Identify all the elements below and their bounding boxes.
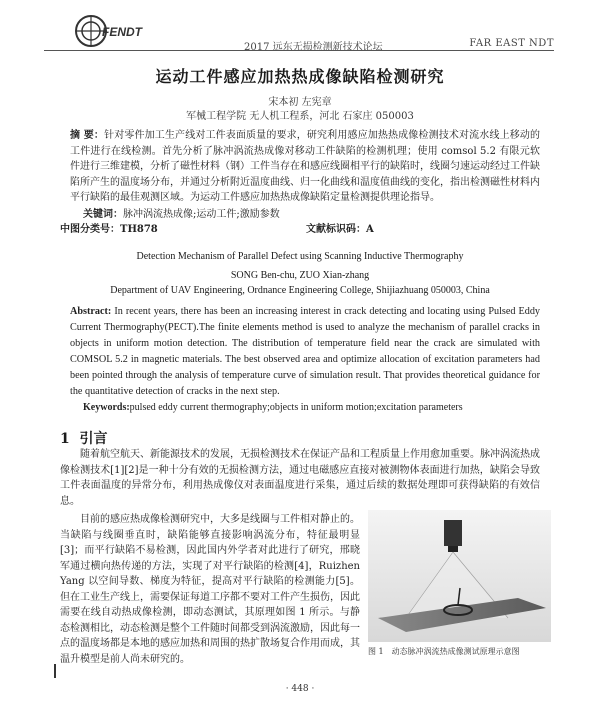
intro-paragraph-2: 目前的感应热成像检测研究中，大多是线圈与工件相对静止的。当缺陷与线圈垂直时，缺陷能够直接影响涡流分布，特征最明显[3]；而平行缺陷不易检测，因此国内外学者对此进行了研究，邢晓军通过横向热传递的方法，实现了对平行缺陷的检测[4]，Ruizhen Yang 以空间导数、梯度为特征，提高对平行缺陷的检测能力[5]。但在工业生产线上，需要保证每道工序都不要对工件产生损伤，因此需要在线自动热成像检测，即动态测试，其原理如图 1 所示。与静态检测相比，动态检测是整个工件随时间都受到涡流激励，因此每一点的温度场都是本地的感应加热和周围的热扩散场复合作用而成，其温升模型是前人尚未研究的。 [60,514,360,665]
intro-paragraph-1: 随着航空航天、新能源技术的发展，无损检测技术在保证产品和工程质量上作用愈加重要。脉冲涡流热成像检测技术[1][2]是一种十分有效的无损检测方法，通过电磁感应直接对被测物体表面进行加热，缺陷会导致工件表面温度的异常分布，利用热成像仪对表面温度进行采集，通过后续的数据处理即可获得缺陷的有效信息。 [60,449,540,507]
keywords-zh [83,207,280,223]
keywords-en-label: Keywords: [83,402,130,413]
abstract-zh-text: 针对零件加工生产线对工件表面质量的要求，研究利用感应加热热成像检测技术对流水线上移动的工件进行在线检测。首先分析了脉冲涡流热成像对移动工件缺陷的检测机理；使用 comsol 5.2 有限元软件进行三维建模，分析了磁性材料（钢）工件当存在和感应线圈相平行的缺陷时，线圈匀速运动经过工件缺陷所产生的温度场分布，并通过分析附近温度曲线、归一化曲线和温度值曲线的变化，指出检测磁性材料内平行缺陷的最佳观测区域。为运动工件感应加热热成像缺陷定量检测提供理论指导。 [70,130,541,203]
english-authors: SONG Ben-chu, ZUO Xian-zhang [230,270,370,281]
header-divider [44,50,554,51]
section-number: 1 [60,431,70,447]
header-right-label: FAR EAST NDT [469,38,554,49]
header-forum-name: 2017 远东无损检测新技术论坛 [244,42,383,53]
keywords-zh-label: 关键词： [83,209,123,220]
document-code [306,222,374,238]
clc-label: 中图分类号： [60,224,120,235]
thermal-camera-icon [444,520,462,546]
logo-text: FENDT [102,25,142,39]
abstract-en [70,304,540,400]
section-title: 引言 [79,431,108,447]
page-number: · 448 · [285,684,315,694]
paper-authors: 宋本初 左宪章 [268,97,332,108]
forum-logo-icon [74,14,156,48]
abstract-en-text: In recent years, there has been an increasing interest in crack detecting and locating using Pulsed Eddy Current Thermography(PECT).The finite elements method is used to analyze the mechanism of parallel cracks in objects in uniform motion detection. The distribution of temperature field near the crack are simulated with COMSOL 5.2 in magnetic materials. The best observed area and optimize allocation of excitation parameters had been pointed through the analysis of temperature curve of simulation result. That provides theoretical guidance for the quantitative detection of cracks in the next step. [70,306,541,397]
figure-1-image [368,510,551,642]
paper-affiliation: 军械工程学院 无人机工程系，河北 石家庄 050003 [186,111,414,122]
figure-1-caption: 图 1 动态脉冲涡流热成像测试原理示意图 [368,647,520,656]
clc-value: TH878 [120,224,158,235]
margin-bar [54,664,56,678]
english-title: Detection Mechanism of Parallel Defect using Scanning Inductive Thermography [136,251,464,262]
paper-title: 运动工件感应加热热成像缺陷检测研究 [155,67,445,86]
section-heading [60,428,108,448]
abstract-en-label: Abstract: [70,306,112,317]
doc-code-label: 文献标识码： [306,224,366,235]
english-affiliation: Department of UAV Engineering, Ordnance Engineering College, Shijiazhuang 050003, China [110,285,490,296]
page-header [48,10,554,53]
doc-code-value: A [366,224,374,235]
abstract-zh [70,128,540,206]
clc-number [60,222,158,238]
keywords-en-text: pulsed eddy current thermography;objects in uniform motion;excitation parameters [129,402,463,413]
keywords-en [83,400,463,416]
keywords-zh-text: 脉冲涡流热成像;运动工件;激励参数 [123,209,280,220]
abstract-zh-label: 摘 要： [70,130,105,141]
